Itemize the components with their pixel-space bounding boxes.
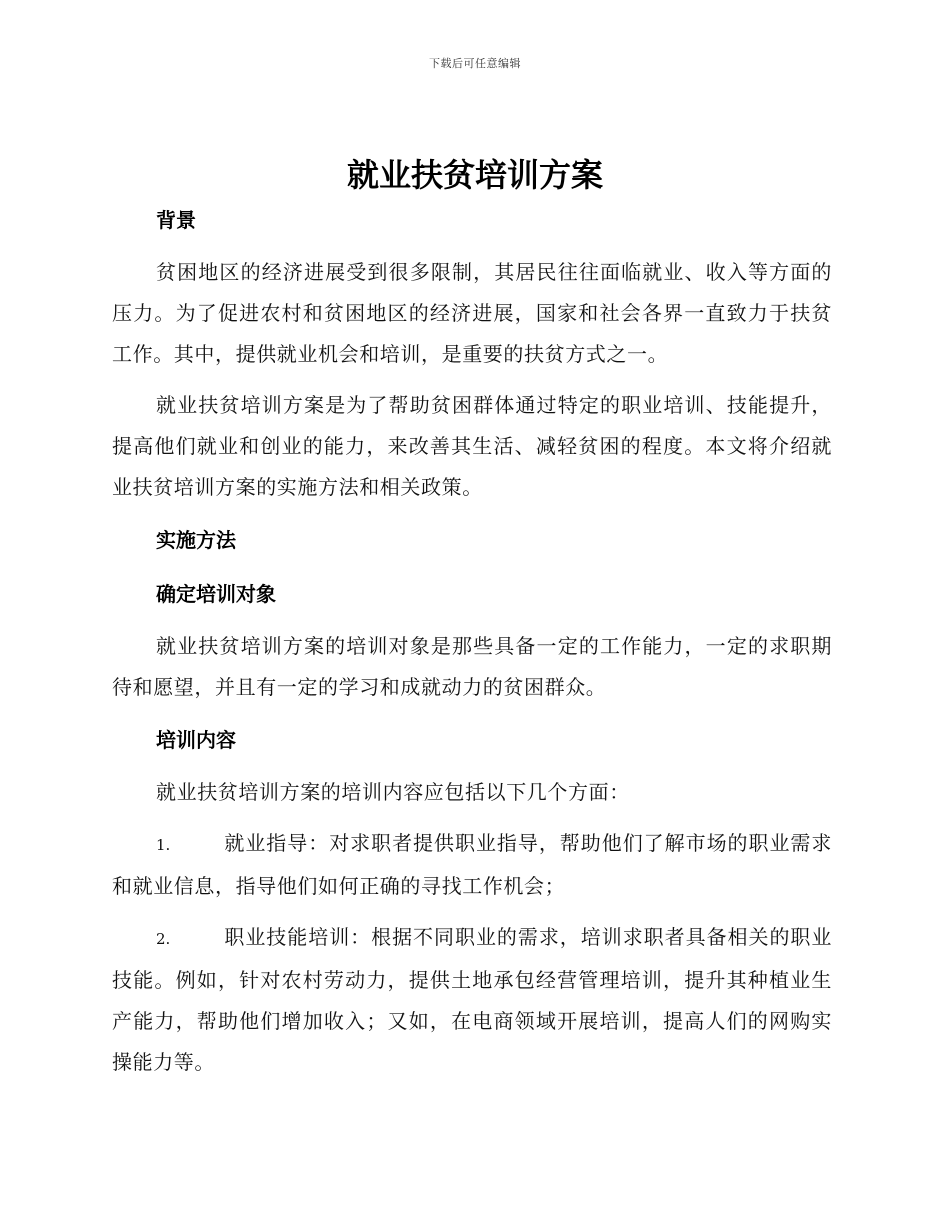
- document-body: [112, 198, 832, 1093]
- paragraph: 就业扶贫培训方案的培训对象是那些具备一定的工作能力，一定的求职期待和愿望，并且有一定的学习和成就动力的贫困群众。: [112, 634, 832, 699]
- paragraph: 贫困地区的经济进展受到很多限制，其居民往往面临就业、收入等方面的压力。为了促进农村和贫困地区的经济进展，国家和社会各界一直致力于扶贫工作。其中，提供就业机会和培训，是重要的扶贫方式之一。: [112, 260, 832, 366]
- header-note: 下载后可任意编辑: [429, 57, 521, 70]
- paragraph-intro: 就业扶贫培训方案的培训内容应包括以下几个方面：: [156, 780, 630, 804]
- document-title: 就业扶贫培训方案: [346, 156, 603, 194]
- list-item-number: 1.: [156, 836, 171, 854]
- paragraph: 就业扶贫培训方案是为了帮助贫困群体通过特定的职业培训、技能提升，提高他们就业和创业的能力，来改善其生活、减轻贫困的程度。本文将介绍就业扶贫培训方案的实施方法和相关政策。: [112, 393, 832, 499]
- list-item-number: 2.: [156, 930, 171, 948]
- list-item-text: 就业指导：对求职者提供职业指导，帮助他们了解市场的职业需求和就业信息，指导他们如何正确的寻找工作机会；: [112, 831, 832, 898]
- subsection-heading-target: 确定培训对象: [156, 582, 276, 606]
- list-item: [112, 823, 832, 907]
- subsection-heading-content: 培训内容: [156, 728, 236, 752]
- section-heading-implementation: 实施方法: [156, 528, 236, 552]
- list-item: [112, 917, 832, 1083]
- section-heading-background: 背景: [156, 208, 196, 232]
- list-item-text: 职业技能培训：根据不同职业的需求，培训求职者具备相关的职业技能。例如，针对农村劳动力，提供土地承包经营管理培训，提升其种植业生产能力，帮助他们增加收入；又如，在电商领域开展培训，提高人们的网购实操能力等。: [112, 925, 832, 1074]
